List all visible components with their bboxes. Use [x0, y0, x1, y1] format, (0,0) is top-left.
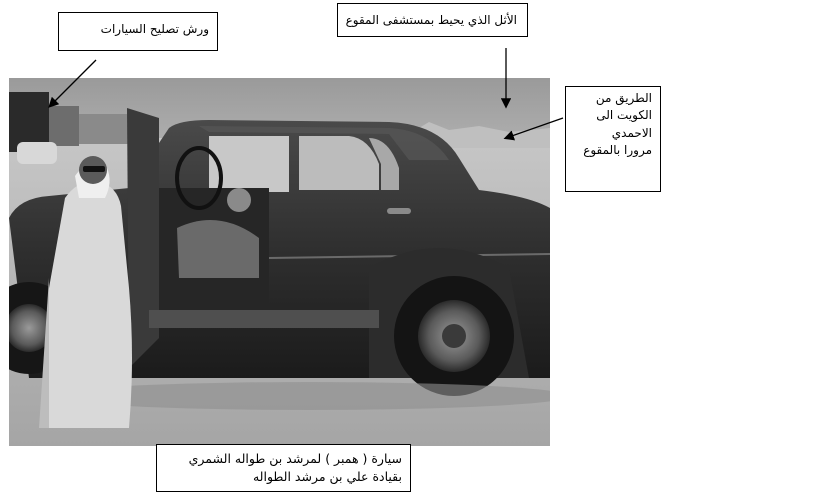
callout-tree-text: الأثل الذي يحيط بمستشفى المقوع — [345, 13, 517, 27]
callout-road — [565, 86, 661, 192]
callout-road-line-2: الكويت الى — [596, 108, 652, 123]
callout-road-line-4: مرورا بالمقوع — [583, 143, 652, 158]
callout-workshops — [58, 12, 218, 51]
caption-line-2: بقيادة علي بن مرشد الطواله — [252, 469, 402, 485]
vintage-car-photo — [9, 78, 550, 446]
callout-workshops-text: ورش تصليح السيارات — [100, 22, 209, 36]
callout-road-line-1: الطريق من — [595, 91, 652, 105]
callout-tree — [337, 3, 528, 37]
callout-road-line-3: الاحمدي — [611, 125, 652, 140]
photo-caption — [156, 444, 411, 492]
caption-line-1: سيارة ( همبر ) لمرشد بن طواله الشمري — [188, 451, 402, 466]
